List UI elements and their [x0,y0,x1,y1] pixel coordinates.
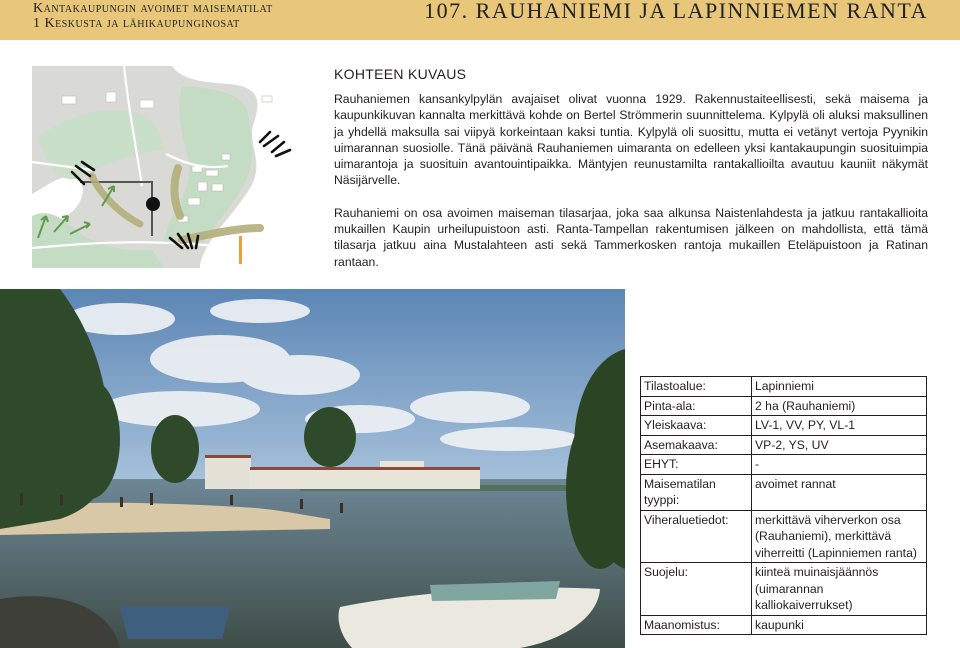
info-key: Suojelu: [641,563,752,616]
table-row [641,416,927,436]
site-map [32,66,294,268]
info-value: avoimet rannat [752,474,927,510]
table-row [641,615,927,635]
series-line-1: Kantakaupungin avoimet maisematilat [33,1,273,16]
site-map-graphic [32,66,294,268]
description-section [334,66,928,270]
beach-photo-graphic [0,289,625,648]
table-row [641,563,927,616]
description-paragraph-1: Rauhaniemen kansankylpylän avajaiset olivat vuonna 1929. Rakennustaiteellisesti, sekä maisema ja kaupunkikuvan kannalta merkittävä kohde on Bertel Strömmerin suunnittelema. Kylpylä oli aluksi maksullinen ja yhdellä maksulla sai viipyä korkeintaan kaksi tuntia. Kylpylä oli suosittu, mutta ei vetänyt vertoja Pyynikin uimarannan suosiolle. Tänä päivänä Rauhaniemen uimaranta on edelleen yksi kantakaupungin suosituimpia uimarantoja ja suosituin avantouintipaikka. Mäntyjen reunustamilta rantakallioilta avautuu kauniit näkymät Näsijärvelle. [334,92,928,188]
info-value: Lapinniemi [752,377,927,397]
info-key: Pinta-ala: [641,396,752,416]
info-value: VP-2, YS, UV [752,435,927,455]
site-location-dot [146,197,160,211]
table-row [641,377,927,397]
table-row [641,396,927,416]
section-heading: KOHTEEN KUVAUS [334,66,467,82]
header-band [0,0,960,40]
table-row [641,510,927,563]
info-key: Yleiskaava: [641,416,752,436]
info-value: 2 ha (Rauhaniemi) [752,396,927,416]
info-value: kaupunki [752,615,927,635]
info-key: Maanomistus: [641,615,752,635]
info-key: Viheraluetiedot: [641,510,752,563]
info-value: merkittävä viherverkon osa (Rauhaniemi), merkittävä viherreitti (Lapinniemen ranta) [752,510,927,563]
info-value: - [752,455,927,475]
info-value: LV-1, VV, PY, VL-1 [752,416,927,436]
info-key: EHYT: [641,455,752,475]
table-row [641,474,927,510]
boundary-marker [239,236,242,264]
info-key: Maisematilan tyyppi: [641,474,752,510]
description-paragraph-2: Rauhaniemi on osa avoimen maiseman tilasarjaa, joka saa alkunsa Naistenlahdesta ja jatkuu rantakallioita mukaillen Kaupin urheilupuistoon asti. Ranta-Tampellan rakentumisen jälkeen on mahdollista, että tämä tilasarja jatkuu aina Mustalahteen asti sekä Tammerkosken rantoja mukaillen Eteläpuistoon ja Ratinan rantaan. [334,205,928,269]
info-key: Tilastoalue: [641,377,752,397]
site-info-table [640,376,927,635]
info-key: Asemakaava: [641,435,752,455]
table-row [641,455,927,475]
series-title [33,1,273,31]
table-row [641,435,927,455]
page-title: 107. RAUHANIEMI JA LAPINNIEMEN RANTA [424,0,928,23]
series-line-2: 1 Keskusta ja lähikaupunginosat [33,16,240,31]
beach-photo [0,289,625,648]
info-value: kiinteä muinaisjäännös (uimarannan kalliokaiverrukset) [752,563,927,616]
